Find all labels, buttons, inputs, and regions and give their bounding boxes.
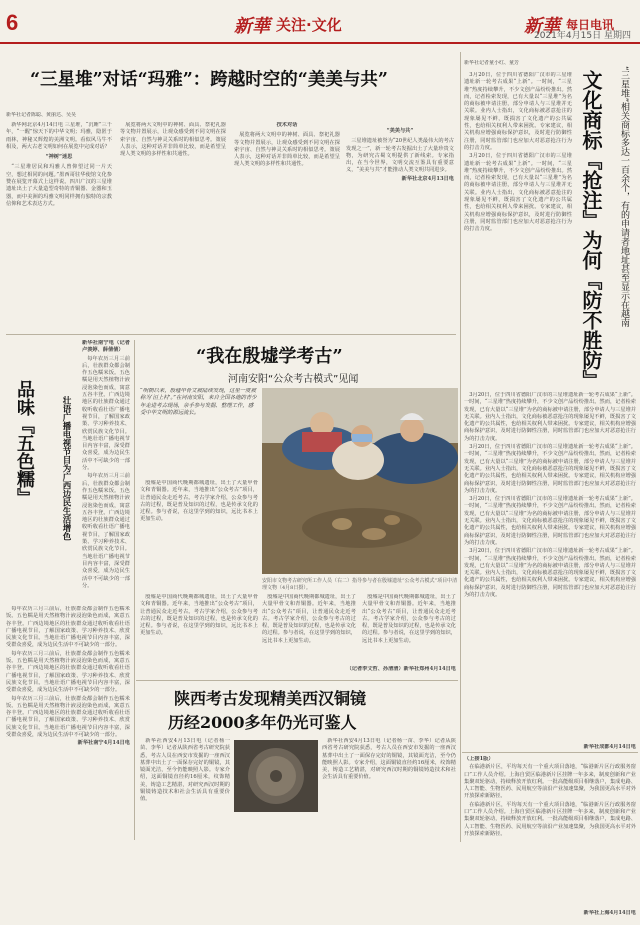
article-5-body-b: 新华社西安4月13日电（记者杨一苗、李华）记者从陕西省考古研究院获悉，考古人员在西安市发掘的一座西汉墓葬中出土了一面保存完好的铜镜，其镜面光洁，至今仍能映照人影。专家介绍，这面铜镜直径约16厘米，纹饰精美，铸造工艺精湛，对研究西汉时期的铜镜铸造技术和社会生活具有重要价值。 <box>322 738 456 781</box>
article-3-body-c: 每年农历三月三前后，壮族群众都会制作五色糯米饭。五色糯是用天然植物汁液浸泡染色而成，寓意五谷丰登。广西边境地区的壮族群众通过收听收看壮语广播电视节目，了解国家政策、学习种养技术、欣赏民族文化节目。当地壮语广播电视节目内容丰富，深受群众喜爱，成为边民生活中不可缺少的一部分。 <box>6 606 130 649</box>
article-1-title: “三星堆”对话“玛雅”：跨越时空的“美美与共” <box>30 70 388 90</box>
article-1-lead: 新华网北京4月14日电 三星堆，“沉睡”三千年，“一醒”惊天下的中华文明；玛雅，隐匿于雨林，神秘又辉煌的美洲文明。看似风马牛不相及，两大古老文明如何在展览中完成对话？ <box>6 122 112 150</box>
article-1-body-left: “三星堆居民和玛雅人曾仰望过同一片天空，想过相同的问题。”墨西哥驻华使馆文化参赞在展览开幕式上这样说。四川广汉的三星堆遗址出土了大量造型奇特的青铜器、金器和玉器，而中美洲的玛雅文明同样拥有独特的宗教信仰和艺术表达方式。 <box>6 164 112 207</box>
bronze-mirror-illustration <box>234 740 318 812</box>
article-4-subtitle: 河南安阳“公众考古模式”见闻 <box>228 374 359 385</box>
bronze-mirror-photo <box>234 740 318 812</box>
article-3-title: 品味『五色糯』 <box>14 380 35 506</box>
article-1-intertitle-1: “神树”迷思 <box>45 154 73 161</box>
xinhua-logo-right: 新華 <box>524 16 560 37</box>
article-1-body-right: 三星堆遗址被誉为“20世纪人类最伟大的考古发现之一”，新一轮考古发掘出土了大量珍贵文物，为研究古蜀文明提供了新线索。专家指出，在当今世界，文明交流互鉴具有重要意义，“美美与共”才能推动人类文明共同进步。 <box>346 138 454 174</box>
article-2-body-text-3: 3月20日，位于四川省德阳广汉市的三星堆遗址新一轮考古成果“上新”。一时间，“三星堆”热度持续攀升，不少文创产品纷纷推出。然而，记者检索发现，已有大量以“三星堆”为名的商标被申请注册，部分申请人与三星堆并无关联。业内人士指出，文化商标被恶意抢注的现象屡见不鲜，既损害了文化遗产的公共属性，也给相关权利人带来困扰。专家建议，相关机构应增强商标保护意识，及时进行防御性注册，同时监管部门也应加大对恶意抢注行为的打击力度。 <box>464 392 636 442</box>
article-5-title-line-2: 历经2000多年仍光可鉴人 <box>168 713 357 732</box>
article-4-quote: “明朝以来，殷墟甲骨文被陆续发现，这里一度被称为‘洹上村’。”在河南安阳，来自全国各地的青少年走进考古现场，亲手参与发掘、整理工作，感受中华文明的源远流长。 <box>140 388 257 417</box>
article-3-divider <box>134 340 135 840</box>
photo-caption: 安阳市文物考古研究所工作人员（右二）指导参与者在殷墟遗址“公众考古模式”项目中清理文物（4月8日摄）。 <box>262 578 458 591</box>
divider-2 <box>136 680 458 681</box>
article-4-body-b: 殷墟是中国商代晚期都城遗址，出土了大量甲骨文和青铜器。近年来，当地推出“公众考古”项目，让普通民众走近考古。考古学家介绍，公众参与考古的过程，既是普及知识的过程，也是传承文化的过程。参与者说，在这里学到的知识，远比书本上更加生动。 <box>262 594 356 644</box>
article-4-sign-off: （记者李文哲、孙清清）新华社郑州4月14日电 <box>346 666 456 672</box>
article-3-subtitle: 壮语广播电视节目为广西边民生活增色 <box>61 396 71 541</box>
article-4-body-a: 殷墟是中国商代晚期都城遗址，出土了大量甲骨文和青铜器。近年来，当地推出“公众考古”项目，让普通民众走近考古。考古学家介绍，公众参与考古的过程，既是普及知识的过程，也是传承文化的过程。参与者说，在这里学到的知识，远比书本上更加生动。 <box>140 480 258 523</box>
article-4-body-col-3 <box>362 594 456 670</box>
article-3-byline: 新华社南宁电（记者卢羡婷、薛倩倩） <box>82 340 130 354</box>
article-2-subtitle: “三星堆”相关商标多达一百余个，有的申请者地址甚至显示在越南 <box>619 66 629 328</box>
article-1-sign-off: 新华社北京4月13日电 <box>401 175 454 182</box>
article-2-body-text-6: 3月20日，位于四川省德阳广汉市的三星堆遗址新一轮考古成果“上新”。一时间，“三星堆”热度持续攀升，不少文创产品纷纷推出。然而，记者检索发现，已有大量以“三星堆”为名的商标被申请注册，部分申请人与三星堆并无关联。业内人士指出，文化商标被恶意抢注的现象屡见不鲜，既损害了文化遗产的公共属性，也给相关权利人带来困扰。专家建议，相关机构应增强商标保护意识，及时进行防御性注册，同时监管部门也应加大对恶意抢注行为的打击力度。 <box>464 548 636 599</box>
article-1-body-mid-b: 展览将两大文明中的神树、面具、祭祀礼器等文物并置展示，让观众感受到不同文明在探索宇宙、自然与神灵关系时的相似思考。策展人表示，这种对话并非简单比较，而是希望呈现人类文明的多样性和共通性。 <box>234 132 340 168</box>
article-1-col-4 <box>346 122 454 332</box>
paper-name: 每日电讯 <box>566 18 615 32</box>
article-1-col-1 <box>6 122 112 332</box>
article-2-body-text: 3月20日，位于四川省德阳广汉市的三星堆遗址新一轮考古成果“上新”。一时间，“三星堆”热度持续攀升，不少文创产品纷纷推出。然而，记者检索发现，已有大量以“三星堆”为名的商标被申请注册，部分申请人与三星堆并无关联。业内人士指出，文化商标被恶意抢注的现象屡见不鲜，既损害了文化遗产的公共属性，也给相关权利人带来困扰。专家建议，相关机构应增强商标保护意识，及时进行防御性注册，同时监管部门也应加大对恶意抢注行为的打击力度。 <box>464 72 572 151</box>
article-6-body-a: 在临港新片区，平均每天有一个重大项目落地，“临港新片区行政服务窗口”工作人员介绍。上海自贸区临港新片区挂牌一年多来，制度创新和产业集聚双轮驱动，持续释放开放红利。一批高能级项目相继落户，集成电路、人工智能、生物医药、民用航空等前沿产业加速集聚，为我国更高水平对外开放探索新路径。 <box>464 764 636 800</box>
article-2-title: 文化商标『抢注』为何『防不胜防』 <box>579 70 603 390</box>
article-4-body-col-2 <box>262 594 356 670</box>
article-2-body-b <box>464 392 636 742</box>
article-1-body-mid-a: 展览将两大文明中的神树、面具、祭祀礼器等文物并置展示，让观众感受到不同文明在探索宇宙、自然与神灵关系时的相似思考。策展人表示，这种对话并非简单比较，而是希望呈现人类文明的多样性和共通性。 <box>120 122 226 158</box>
divider-1 <box>6 334 456 335</box>
article-2-body-a <box>464 72 572 388</box>
article-2-body-text-4: 3月20日，位于四川省德阳广汉市的三星堆遗址新一轮考古成果“上新”。一时间，“三星堆”热度持续攀升，不少文创产品纷纷推出。然而，记者检索发现，已有大量以“三星堆”为名的商标被申请注册，部分申请人与三星堆并无关联。业内人士指出，文化商标被恶意抢注的现象屡见不鲜，既损害了文化遗产的公共属性，也给相关权利人带来困扰。专家建议，相关机构应增强商标保护意识，及时进行防御性注册，同时监管部门也应加大对恶意抢注行为的打击力度。 <box>464 444 636 494</box>
article-4-title: “我在殷墟学考古” <box>196 346 343 367</box>
date-line: 2021年4月15日 星期四 <box>534 31 631 41</box>
article-3-bottom-col <box>6 606 130 842</box>
article-1-intertitle-2: 技术对话 <box>276 122 298 128</box>
article-2-body-text-5: 3月20日，位于四川省德阳广汉市的三星堆遗址新一轮考古成果“上新”。一时间，“三星堆”热度持续攀升，不少文创产品纷纷推出。然而，记者检索发现，已有大量以“三星堆”为名的商标被申请注册，部分申请人与三星堆并无关联。业内人士指出，文化商标被恶意抢注的现象屡见不鲜，既损害了文化遗产的公共属性，也给相关权利人带来困扰。专家建议，相关机构应增强商标保护意识，及时进行防御性注册，同时监管部门也应加大对恶意抢注行为的打击力度。 <box>464 496 636 546</box>
page-header <box>0 0 640 44</box>
divider-3 <box>462 752 638 753</box>
article-1-byline: 新华社记者陈聪、黄丽达、吴昊 <box>6 112 77 118</box>
article-4-body-col-4 <box>140 594 258 670</box>
article-6-body-b: 在临港新片区，平均每天有一个重大项目落地，“临港新片区行政服务窗口”工作人员介绍。上海自贸区临港新片区挂牌一年多来，制度创新和产业集聚双轮驱动，持续释放开放红利。一批高能级项目相继落户，集成电路、人工智能、生物医药、民用航空等前沿产业加速集聚，为我国更高水平对外开放探索新路径。 <box>464 801 636 837</box>
article-4-body-c: 殷墟是中国商代晚期都城遗址，出土了大量甲骨文和青铜器。近年来，当地推出“公众考古”项目，让普通民众走近考古。考古学家介绍，公众参与考古的过程，既是普及知识的过程，也是传承文化的过程。参与者说，在这里学到的知识，远比书本上更加生动。 <box>362 594 456 644</box>
article-2-byline: 新华社记者童小红、童芳 <box>464 60 520 66</box>
article-3-body-e: 每年农历三月三前后，壮族群众都会制作五色糯米饭。五色糯是用天然植物汁液浸泡染色而成，寓意五谷丰登。广西边境地区的壮族群众通过收听收看壮语广播电视节目，了解国家政策、学习种养技术、欣赏民族文化节目。当地壮语广播电视节目内容丰富，深受群众喜爱，成为边民生活中不可缺少的一部分。 <box>6 695 130 739</box>
column-divider <box>460 52 461 842</box>
article-2-sign-off: 新华社成都4月14日电 <box>583 744 636 750</box>
article-4-body-col-1 <box>140 480 258 590</box>
article-3-sign-off: 新华社南宁4月14日电 <box>77 740 130 747</box>
article-6-title: （上接1版） <box>464 756 494 762</box>
article-3-body-b: 每年农历三月三前后，壮族群众都会制作五色糯米饭。五色糯是用天然植物汁液浸泡染色而成，寓意五谷丰登。广西边境地区的壮族群众通过收听收看壮语广播电视节目，了解国家政策、学习种养技术、欣赏民族文化节目。当地壮语广播电视节目内容丰富，深受群众喜爱，成为边民生活中不可缺少的一部分。 <box>82 473 130 589</box>
article-2-body-text-2: 3月20日，位于四川省德阳广汉市的三星堆遗址新一轮考古成果“上新”。一时间，“三星堆”热度持续攀升，不少文创产品纷纷推出。然而，记者检索发现，已有大量以“三星堆”为名的商标被申请注册，部分申请人与三星堆并无关联。业内人士指出，文化商标被恶意抢注的现象屡见不鲜，既损害了文化遗产的公共属性，也给相关权利人带来困扰。专家建议，相关机构应增强商标保护意识，及时进行防御性注册，同时监管部门也应加大对恶意抢注行为的打击力度。 <box>464 153 572 233</box>
article-1-col-3 <box>234 122 340 332</box>
article-3-body-a: 每年农历三月三前后，壮族群众都会制作五色糯米饭。五色糯是用天然植物汁液浸泡染色而成，寓意五谷丰登。广西边境地区的壮族群众通过收听收看壮语广播电视节目，了解国家政策、学习种养技术、欣赏民族文化节目。当地壮语广播电视节目内容丰富，深受群众喜爱，成为边民生活中不可缺少的一部分。 <box>82 355 130 472</box>
excavation-scene-illustration <box>262 388 458 574</box>
excavation-photo <box>262 388 458 574</box>
article-5-title-line-1: 陕西考古发现精美西汉铜镜 <box>174 689 367 708</box>
article-3-top-col <box>82 340 130 602</box>
xinhua-logo: 新華 <box>234 16 270 37</box>
section-title: 关注·文化 <box>276 16 342 34</box>
article-1-col-2 <box>120 122 226 332</box>
article-3-body-d: 每年农历三月三前后，壮族群众都会制作五色糯米饭。五色糯是用天然植物汁液浸泡染色而成，寓意五谷丰登。广西边境地区的壮族群众通过收听收看壮语广播电视节目，了解国家政策、学习种养技术、欣赏民族文化节目。当地壮语广播电视节目内容丰富，深受群众喜爱，成为边民生活中不可缺少的一部分。 <box>6 650 130 694</box>
article-1-intertitle-3: “美美与共” <box>386 128 414 134</box>
article-6-col <box>464 756 636 906</box>
page-number: 6 <box>6 10 19 35</box>
article-5-col-1 <box>140 738 230 838</box>
article-5-col-2 <box>322 738 456 838</box>
article-6-sign-off: 新华社上海4月14日电 <box>583 910 636 916</box>
article-5-body-a: 新华社西安4月13日电（记者杨一苗、李华）记者从陕西省考古研究院获悉，考古人员在西安市发掘的一座西汉墓葬中出土了一面保存完好的铜镜，其镜面光洁，至今仍能映照人影。专家介绍，这面铜镜直径约16厘米，纹饰精美，铸造工艺精湛，对研究西汉时期的铜镜铸造技术和社会生活具有重要价值。 <box>140 738 230 803</box>
article-4-body-d: 殷墟是中国商代晚期都城遗址，出土了大量甲骨文和青铜器。近年来，当地推出“公众考古”项目，让普通民众走近考古。考古学家介绍，公众参与考古的过程，既是普及知识的过程，也是传承文化的过程。参与者说，在这里学到的知识，远比书本上更加生动。 <box>140 594 258 637</box>
header-rule <box>0 42 640 44</box>
